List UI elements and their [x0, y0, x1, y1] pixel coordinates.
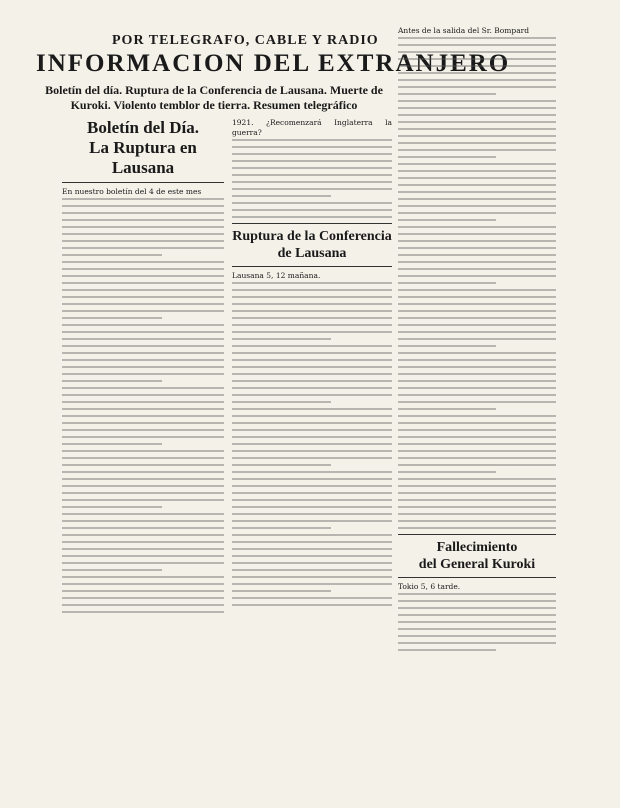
text-line-placeholder	[62, 415, 224, 417]
text-line-placeholder	[232, 373, 392, 375]
text-line-placeholder	[62, 576, 224, 578]
text-line-placeholder	[62, 485, 224, 487]
text-line-placeholder	[232, 160, 392, 162]
ruptura-body-placeholder	[232, 282, 392, 606]
text-line-placeholder	[62, 506, 162, 508]
text-line-placeholder	[232, 555, 392, 557]
text-line-placeholder	[232, 583, 392, 585]
kuroki-title-line1: Fallecimiento	[436, 540, 518, 555]
text-line-placeholder	[398, 121, 556, 123]
text-line-placeholder	[232, 590, 331, 592]
text-line-placeholder	[398, 37, 556, 39]
article-rule	[232, 223, 392, 224]
text-line-placeholder	[232, 181, 392, 183]
text-line-placeholder	[398, 128, 556, 130]
text-line-placeholder	[232, 209, 392, 211]
text-line-placeholder	[62, 289, 224, 291]
text-line-placeholder	[398, 163, 556, 165]
text-line-placeholder	[398, 345, 496, 347]
text-line-placeholder	[62, 205, 224, 207]
text-line-placeholder	[62, 562, 224, 564]
text-line-placeholder	[62, 604, 224, 606]
text-line-placeholder	[398, 628, 556, 630]
text-line-placeholder	[398, 51, 556, 53]
text-line-placeholder	[398, 142, 556, 144]
text-line-placeholder	[62, 240, 224, 242]
column-2	[232, 118, 392, 798]
text-line-placeholder	[398, 436, 556, 438]
kuroki-heading	[398, 539, 556, 573]
text-line-placeholder	[62, 226, 224, 228]
text-line-placeholder	[398, 478, 556, 480]
text-line-placeholder	[232, 394, 392, 396]
col2-top-placeholder	[232, 139, 392, 218]
text-line-placeholder	[62, 261, 224, 263]
text-line-placeholder	[62, 534, 224, 536]
text-line-placeholder	[62, 499, 224, 501]
text-line-placeholder	[62, 471, 224, 473]
text-line-placeholder	[232, 153, 392, 155]
kuroki-body-placeholder	[398, 593, 556, 651]
text-line-placeholder	[398, 485, 556, 487]
text-line-placeholder	[232, 310, 392, 312]
text-line-placeholder	[398, 317, 556, 319]
text-line-placeholder	[232, 408, 392, 410]
text-line-placeholder	[232, 576, 392, 578]
text-line-placeholder	[232, 380, 392, 382]
summary-line: Boletín del día. Ruptura de la Conferencia de Lausana. Muerte de Kuroki. Violento temblor de tierra. Resumen telegráfico	[45, 83, 383, 112]
text-line-placeholder	[232, 317, 392, 319]
text-line-placeholder	[398, 401, 556, 403]
text-line-placeholder	[232, 387, 392, 389]
text-line-placeholder	[62, 429, 224, 431]
text-line-placeholder	[398, 513, 556, 515]
text-line-placeholder	[62, 457, 224, 459]
boletin-heading	[62, 118, 224, 178]
text-line-placeholder	[398, 100, 556, 102]
text-line-placeholder	[62, 590, 224, 592]
text-line-placeholder	[232, 492, 392, 494]
text-line-placeholder	[398, 233, 556, 235]
text-line-placeholder	[62, 310, 224, 312]
text-line-placeholder	[398, 261, 556, 263]
text-line-placeholder	[232, 139, 392, 141]
text-line-placeholder	[398, 607, 556, 609]
text-line-placeholder	[62, 212, 224, 214]
text-line-placeholder	[232, 324, 392, 326]
text-line-placeholder	[232, 167, 392, 169]
boletin-title-line2: La Ruptura en Lausana	[89, 138, 197, 177]
text-line-placeholder	[232, 338, 331, 340]
kuroki-dateline: Tokio 5, 6 tarde.	[398, 582, 461, 591]
column-1	[62, 118, 224, 798]
text-line-placeholder	[62, 233, 224, 235]
text-line-placeholder	[398, 422, 556, 424]
text-line-placeholder	[62, 394, 224, 396]
text-line-placeholder	[398, 464, 556, 466]
text-line-placeholder	[398, 387, 556, 389]
text-line-placeholder	[232, 464, 331, 466]
text-line-placeholder	[398, 282, 496, 284]
text-line-placeholder	[62, 359, 224, 361]
text-line-placeholder	[62, 317, 162, 319]
text-line-placeholder	[232, 478, 392, 480]
text-line-placeholder	[398, 324, 556, 326]
text-line-placeholder	[398, 177, 556, 179]
text-line-placeholder	[62, 401, 224, 403]
text-line-placeholder	[62, 527, 224, 529]
text-line-placeholder	[398, 303, 556, 305]
text-line-placeholder	[232, 485, 392, 487]
text-line-placeholder	[398, 72, 556, 74]
text-line-placeholder	[62, 569, 162, 571]
text-line-placeholder	[232, 345, 392, 347]
text-line-placeholder	[62, 611, 224, 613]
text-line-placeholder	[232, 331, 392, 333]
text-line-placeholder	[232, 429, 392, 431]
text-line-placeholder	[398, 212, 556, 214]
text-line-placeholder	[232, 513, 392, 515]
text-line-placeholder	[232, 527, 331, 529]
text-line-placeholder	[398, 240, 556, 242]
text-line-placeholder	[62, 555, 224, 557]
text-line-placeholder	[398, 44, 556, 46]
col3-body-placeholder	[398, 37, 556, 529]
text-line-placeholder	[62, 352, 224, 354]
text-line-placeholder	[398, 198, 556, 200]
text-line-placeholder	[232, 401, 331, 403]
heading-rule	[398, 577, 556, 578]
text-line-placeholder	[398, 527, 556, 529]
text-line-placeholder	[398, 520, 556, 522]
ruptura-heading: Ruptura de la Conferencia de Lausana	[232, 229, 392, 261]
text-line-placeholder	[62, 583, 224, 585]
text-line-placeholder	[62, 387, 224, 389]
column-3	[398, 26, 556, 798]
text-line-placeholder	[62, 443, 162, 445]
text-line-placeholder	[398, 205, 556, 207]
text-line-placeholder	[398, 408, 496, 410]
text-line-placeholder	[232, 450, 392, 452]
text-line-placeholder	[62, 436, 224, 438]
text-line-placeholder	[62, 478, 224, 480]
text-line-placeholder	[398, 338, 556, 340]
text-line-placeholder	[398, 443, 556, 445]
text-line-placeholder	[232, 562, 392, 564]
text-line-placeholder	[62, 450, 224, 452]
text-line-placeholder	[398, 135, 556, 137]
text-line-placeholder	[62, 373, 224, 375]
text-line-placeholder	[398, 331, 556, 333]
text-line-placeholder	[398, 86, 556, 88]
text-line-placeholder	[232, 443, 392, 445]
text-line-placeholder	[62, 464, 224, 466]
text-line-placeholder	[398, 600, 556, 602]
text-line-placeholder	[62, 513, 224, 515]
text-line-placeholder	[232, 499, 392, 501]
text-line-placeholder	[398, 93, 496, 95]
text-line-placeholder	[398, 373, 556, 375]
text-line-placeholder	[232, 548, 392, 550]
article-rule	[398, 534, 556, 535]
text-line-placeholder	[398, 289, 556, 291]
text-line-placeholder	[62, 331, 224, 333]
text-line-placeholder	[398, 156, 496, 158]
text-line-placeholder	[62, 296, 224, 298]
boletin-opening: En nuestro boletín del 4 de este mes	[62, 187, 202, 196]
col2-opening: 1921. ¿Recomenzará Inglaterra la guerra?	[232, 118, 392, 137]
text-line-placeholder	[62, 380, 162, 382]
text-line-placeholder	[232, 415, 392, 417]
text-line-placeholder	[232, 195, 331, 197]
text-line-placeholder	[62, 282, 224, 284]
text-line-placeholder	[398, 614, 556, 616]
text-line-placeholder	[398, 268, 556, 270]
text-line-placeholder	[62, 198, 224, 200]
text-line-placeholder	[62, 366, 224, 368]
text-line-placeholder	[232, 366, 392, 368]
text-line-placeholder	[398, 457, 556, 459]
text-line-placeholder	[398, 114, 556, 116]
text-line-placeholder	[232, 436, 392, 438]
text-line-placeholder	[398, 219, 496, 221]
text-line-placeholder	[398, 450, 556, 452]
section-masthead: INFORMACION DEL EXTRANJERO	[36, 50, 511, 77]
section-kicker: POR TELEGRAFO, CABLE Y RADIO	[112, 33, 379, 48]
text-line-placeholder	[62, 219, 224, 221]
col3-opening: Antes de la salida del Sr. Bompard	[398, 26, 530, 35]
text-line-placeholder	[398, 635, 556, 637]
text-line-placeholder	[398, 499, 556, 501]
text-line-placeholder	[232, 422, 392, 424]
text-line-placeholder	[398, 254, 556, 256]
text-line-placeholder	[62, 303, 224, 305]
text-line-placeholder	[62, 247, 224, 249]
heading-rule	[232, 266, 392, 267]
text-line-placeholder	[62, 492, 224, 494]
text-line-placeholder	[62, 541, 224, 543]
text-line-placeholder	[398, 506, 556, 508]
text-line-placeholder	[398, 65, 556, 67]
text-line-placeholder	[62, 254, 162, 256]
text-line-placeholder	[62, 338, 224, 340]
text-line-placeholder	[398, 275, 556, 277]
text-line-placeholder	[398, 394, 556, 396]
text-line-placeholder	[62, 324, 224, 326]
text-line-placeholder	[232, 303, 392, 305]
text-line-placeholder	[62, 275, 224, 277]
text-line-placeholder	[232, 188, 392, 190]
text-line-placeholder	[62, 520, 224, 522]
text-line-placeholder	[398, 415, 556, 417]
text-line-placeholder	[232, 202, 392, 204]
text-line-placeholder	[398, 642, 556, 644]
text-line-placeholder	[398, 471, 496, 473]
text-line-placeholder	[232, 282, 392, 284]
text-line-placeholder	[62, 268, 224, 270]
ruptura-dateline: Lausana 5, 12 mañana.	[232, 271, 321, 280]
text-line-placeholder	[232, 471, 392, 473]
boletin-title-line1: Boletín del Día.	[87, 118, 199, 137]
heading-rule	[62, 182, 224, 183]
text-line-placeholder	[398, 184, 556, 186]
text-line-placeholder	[398, 191, 556, 193]
text-line-placeholder	[62, 548, 224, 550]
text-line-placeholder	[232, 541, 392, 543]
text-line-placeholder	[232, 534, 392, 536]
text-line-placeholder	[62, 345, 224, 347]
text-line-placeholder	[232, 520, 392, 522]
text-line-placeholder	[232, 359, 392, 361]
text-line-placeholder	[232, 569, 392, 571]
text-line-placeholder	[398, 366, 556, 368]
text-line-placeholder	[398, 310, 556, 312]
text-line-placeholder	[398, 380, 556, 382]
text-line-placeholder	[398, 247, 556, 249]
text-line-placeholder	[398, 352, 556, 354]
text-line-placeholder	[398, 107, 556, 109]
text-line-placeholder	[398, 226, 556, 228]
boletin-body-placeholder	[62, 198, 224, 613]
text-line-placeholder	[232, 604, 392, 606]
text-line-placeholder	[232, 146, 392, 148]
text-line-placeholder	[62, 597, 224, 599]
text-line-placeholder	[232, 597, 392, 599]
text-line-placeholder	[398, 621, 556, 623]
text-line-placeholder	[398, 170, 556, 172]
text-line-placeholder	[232, 174, 392, 176]
kuroki-title-line2: del General Kuroki	[418, 557, 536, 572]
text-line-placeholder	[398, 79, 556, 81]
text-line-placeholder	[398, 649, 496, 651]
text-line-placeholder	[398, 359, 556, 361]
text-line-placeholder	[398, 58, 556, 60]
text-line-placeholder	[398, 593, 556, 595]
text-line-placeholder	[398, 296, 556, 298]
text-line-placeholder	[232, 506, 392, 508]
text-line-placeholder	[232, 216, 392, 218]
text-line-placeholder	[232, 296, 392, 298]
text-line-placeholder	[232, 289, 392, 291]
text-line-placeholder	[398, 429, 556, 431]
text-line-placeholder	[62, 422, 224, 424]
text-line-placeholder	[398, 492, 556, 494]
text-line-placeholder	[62, 408, 224, 410]
text-line-placeholder	[232, 457, 392, 459]
text-line-placeholder	[398, 149, 556, 151]
text-line-placeholder	[232, 352, 392, 354]
